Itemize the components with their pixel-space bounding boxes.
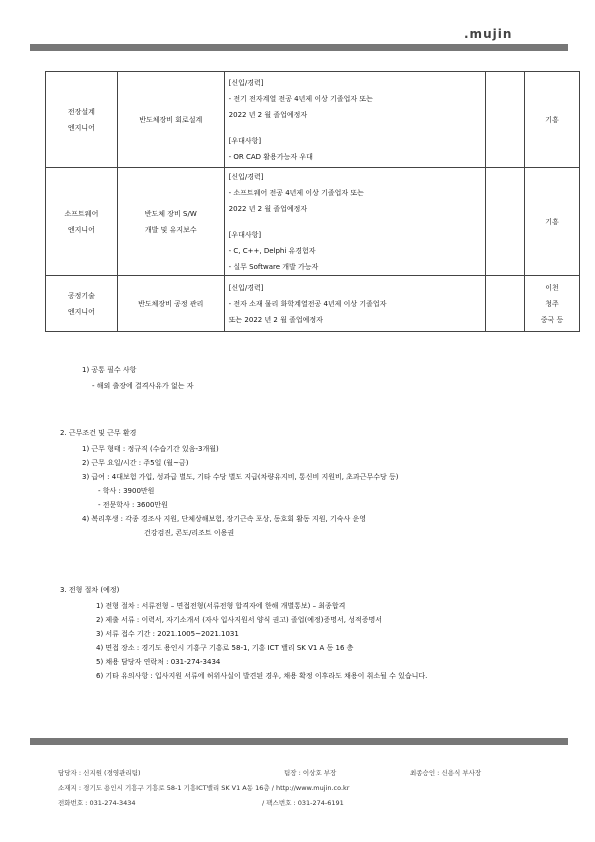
req-line: 2022 년 2 월 졸업예정자 [228,110,308,119]
section-common-requirements [82,363,194,393]
list-item: - 해외 출장에 결격사유가 없는 자 [92,382,194,390]
role-cell [46,72,118,168]
list-item: 6) 기타 유의사항 : 입사지원 서류에 허위사실이 발견된 경우, 채용 확정 이후라도 채용이 취소될 수 있습니다. [96,672,428,680]
company-logo: .mujin [464,27,513,41]
blank-cell [486,276,525,332]
req-line: [신입/경력] [228,283,264,292]
section-work-conditions [60,426,398,540]
role-line: 공정기술 [67,291,95,300]
table-row [46,72,580,168]
role-line: 소프트웨어 [64,209,99,218]
table-row [46,276,580,332]
blank-cell [486,72,525,168]
requirements-cell [224,276,486,332]
location-line: 이천 [545,283,559,292]
list-item: 2) 근무 요일/시간 : 주5일 (월~금) [82,459,189,467]
req-line: 또는 2022 년 2 월 졸업예정자 [228,315,323,324]
blank-cell [486,168,525,276]
list-item: 3) 서류 접수 기간 : 2021.1005~2021.1031 [96,630,239,638]
req-line: [우대사항] [228,136,262,145]
task-cell [117,168,224,276]
table-row [46,168,580,276]
requirements-cell [224,72,486,168]
req-line: - 전기 전자계열 전공 4년제 이상 기졸업자 또는 [228,94,373,103]
location-line: 청주 [545,299,559,308]
task-line: 개발 및 유지보수 [144,225,197,234]
req-line: - C, C++, Delphi 유경험자 [228,246,316,255]
req-line: - 실무 Software 개발 가능자 [228,262,319,271]
list-item: 건강검진, 콘도/리조트 이용권 [144,529,235,537]
section-title: 2. 근무조건 및 근무 환경 [60,429,137,437]
req-line: - OR CAD 활용가능자 우대 [228,152,313,161]
task-cell [117,72,224,168]
location-line: 기흥 [545,115,559,124]
req-line: - 소프트웨어 전공 4년제 이상 기졸업자 또는 [228,188,364,197]
section-hiring-process [60,583,427,683]
section-title: 3. 전형 절차 (예정) [60,586,120,594]
positions-table-body [46,72,580,332]
req-line: [신입/경력] [228,78,264,87]
location-cell [525,72,580,168]
req-line: [우대사항] [228,230,262,239]
task-line: 반도체장비 공정 관리 [138,299,204,308]
list-item: 1) 근무 형태 : 정규직 (수습기간 있음-3개월) [82,445,219,453]
list-item: - 학사 : 3900만원 [98,487,155,495]
role-line: 엔지니어 [67,225,95,234]
list-item: 4) 면접 장소 : 경기도 용인시 기흥구 기흥로 58-1, 기흥 ICT 밸리 SK V1 A 동 16 층 [96,644,354,652]
list-item: - 전문학사 : 3600만원 [98,501,168,509]
list-item: 5) 채용 담당자 연락처 : 031-274-3434 [96,658,221,666]
footer-bar [30,738,568,745]
list-item: 2) 제출 서류 : 이력서, 자기소개서 (자사 입사지원서 양식 권고) 졸업(예정)증명서, 성적증명서 [96,616,383,624]
positions-table [45,71,580,332]
role-line: 엔지니어 [67,307,95,316]
list-item: 4) 복리후생 : 각종 경조사 지원, 단체상해보험, 장기근속 포상, 동호회 활동 지원, 기숙사 운영 [82,515,367,523]
footer-manager: 담당자 : 신지원 (경영관리팀) [58,769,141,777]
requirements-cell [224,168,486,276]
role-line: 엔지니어 [67,123,95,132]
task-cell [117,276,224,332]
location-cell [525,168,580,276]
list-item: 1) 전형 절차 : 서류전형 – 면접전형(서류전형 합격자에 한해 개별통보) – 최종합격 [96,602,346,610]
footer-fax: / 팩스번호 : 031-274-6191 [262,799,344,807]
location-line: 중국 등 [540,315,564,324]
req-line: - 전자 소재 물리 화학계열전공 4년제 이상 기졸업자 [228,299,387,308]
task-line: 반도체 장비 S/W [144,209,197,218]
section-title: 1) 공통 필수 사항 [82,366,137,374]
req-gap [229,123,486,133]
req-gap [229,217,486,227]
req-line: [신입/경력] [228,172,264,181]
header-bar [30,44,568,51]
role-cell [46,276,118,332]
list-item: 3) 급여 : 4대보험 가입, 성과급 별도, 기타 수당 별도 지급(차량유지비, 통신비 지원비, 초과근무수당 등) [82,473,399,481]
task-line: 반도체장비 회로설계 [139,115,203,124]
footer-phone: 전화번호 : 031-274-3434 [58,799,136,807]
role-line: 전장설계 [67,107,95,116]
footer-address: 소재지 : 경기도 용인시 기흥구 기흥로 58-1 기흥ICT밸리 SK V1 A동 16층 / http://www.mujin.co.kr [58,784,350,792]
footer-team-lead: 팀장 : 이상호 부장 [284,769,337,777]
location-line: 기흥 [545,217,559,226]
footer-approver: 최종승인 : 신용식 부사장 [410,769,482,777]
location-cell [525,276,580,332]
req-line: 2022 년 2 월 졸업예정자 [228,204,308,213]
role-cell [46,168,118,276]
